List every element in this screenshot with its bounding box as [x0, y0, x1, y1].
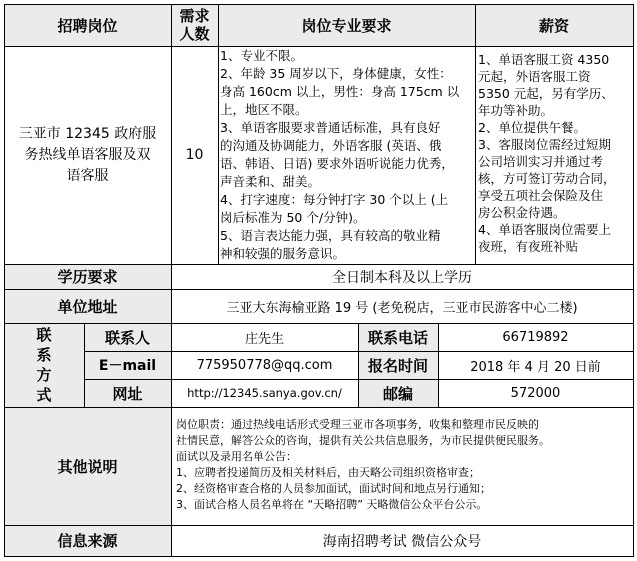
grid-line: [4, 407, 634, 408]
grid-line: [84, 351, 634, 352]
contact-phone-label-text: 联系电话: [367, 328, 428, 347]
salary-line: 房公积金待遇。: [478, 205, 566, 220]
requirement-line: 4、打字速度：每分钟打字 30 个以上 (上: [220, 192, 449, 207]
contact-email-label: [84, 351, 171, 379]
header-salary: [475, 4, 633, 46]
job-title: [4, 46, 171, 264]
contact-website-value[interactable]: [171, 379, 358, 407]
requirement-line: 声音柔和、甜美。: [220, 174, 321, 189]
contact-deadline-label: [358, 351, 438, 379]
contact-person-label-text: 联系人: [104, 328, 150, 347]
contact-website-label-text: 网址: [112, 384, 143, 403]
requirement-line: 语、韩语、日语) 要求外语听说能力优秀，: [220, 156, 454, 171]
job-title-line: 务热线单语客服及双: [24, 146, 151, 163]
contact-email-link[interactable]: 775950778@qq.com: [196, 357, 333, 373]
salary-line: 4、单语客服岗位需要上: [478, 222, 611, 237]
contact-person-value: [171, 323, 358, 351]
header-demand-line: 需求: [179, 7, 210, 25]
grid-line: [84, 379, 634, 380]
note-line: 2、经资格审查合格的人员参加面试，面试时间和地点另行通知；: [176, 482, 491, 495]
contact-section-char: 方: [36, 366, 52, 384]
note-line: 面试以及录用名单公告：: [176, 450, 297, 463]
contact-section-char: 系: [36, 346, 52, 364]
contact-person-label: [84, 323, 171, 351]
job-requirements: [218, 46, 475, 264]
contact-section-char: 式: [36, 386, 52, 404]
requirement-line: 1、专业不限。: [220, 48, 303, 63]
grid-line: [84, 323, 85, 407]
contact-website-label: [84, 379, 171, 407]
education-label: [4, 264, 171, 289]
note-line: 1、应聘者投递简历及相关材料后，由天略公司组织资格审查；: [176, 466, 480, 479]
source-value-text: 海南招聘考试 微信公众号: [322, 533, 482, 550]
contact-section-char: 联: [36, 326, 52, 344]
contact-postcode-value-text: 572000: [510, 385, 561, 401]
salary-line: 享受五项社会保险及住: [478, 188, 604, 203]
contact-phone-value: [438, 323, 633, 351]
grid-line: [4, 289, 634, 290]
grid-line: [4, 556, 634, 557]
salary-line: 核，方可签订劳动合同，: [478, 171, 616, 186]
address-value: [171, 289, 633, 323]
job-title-line: 语客服: [66, 167, 109, 184]
grid-line: [4, 264, 634, 265]
requirement-line: 神和较强的服务意识。: [220, 246, 346, 261]
other-label-text: 其他说明: [57, 457, 118, 476]
grid-line: [4, 323, 634, 324]
source-label-text: 信息来源: [57, 532, 118, 550]
salary-line: 5350 元起，另有学历、: [478, 86, 614, 101]
header-salary-text: 薪资: [538, 16, 569, 35]
contact-postcode-label-text: 邮编: [382, 384, 413, 403]
other-notes: [171, 407, 633, 525]
grid-line: [4, 4, 5, 557]
contact-person-value-text: 庄先生: [244, 331, 284, 347]
grid-line: [358, 323, 359, 407]
header-requirements-text: 岗位专业要求: [301, 16, 392, 35]
grid-line: [4, 46, 634, 47]
job-salary: [475, 46, 633, 264]
grid-line: [4, 4, 634, 5]
salary-line: 2、单位提供午餐。: [478, 120, 586, 135]
grid-line: [4, 525, 634, 526]
header-demand: [171, 4, 218, 46]
contact-phone-value-text: 66719892: [502, 329, 569, 345]
contact-phone-label: [358, 323, 438, 351]
contact-email-value[interactable]: [171, 351, 358, 379]
education-value: [171, 264, 633, 289]
grid-line: [633, 4, 634, 557]
job-count-text: 10: [185, 147, 204, 163]
requirement-line: 岗后标准为 50 个/分钟)。: [220, 210, 366, 225]
contact-deadline-value: [438, 351, 633, 379]
address-label: [4, 289, 171, 323]
contact-section-label: [4, 323, 84, 407]
salary-line: 年功等补助。: [478, 103, 554, 118]
requirement-line: 上，地区不限。: [220, 102, 308, 117]
header-requirements: [218, 4, 475, 46]
header-demand-line: 人数: [179, 25, 210, 43]
note-line: 3、面试合格人员名单将在 “天略招聘” 天略微信公众平台公示。: [176, 498, 488, 511]
requirement-line: 的沟通及协调能力，外语客服 (英语、俄: [220, 138, 442, 153]
other-label: [4, 407, 171, 525]
contact-email-label-text: E－mail: [98, 358, 157, 374]
education-label-text: 学历要求: [57, 268, 118, 286]
address-label-text: 单位地址: [57, 297, 118, 316]
header-position-text: 招聘岗位: [57, 16, 118, 35]
grid-line: [218, 4, 219, 264]
contact-postcode-value: [438, 379, 633, 407]
grid-line: [475, 4, 476, 264]
job-count: [171, 46, 218, 264]
salary-line: 元起，外语客服工资: [478, 69, 591, 84]
salary-line: 3、客服岗位需经过短期: [478, 137, 611, 152]
requirement-line: 5、语言表达能力强，具有较高的敬业精: [220, 228, 441, 243]
contact-deadline-value-text: 2018 年 4 月 20 日前: [470, 359, 601, 375]
contact-deadline-label-text: 报名时间: [367, 356, 428, 375]
education-value-text: 全日制本科及以上学历: [332, 269, 472, 286]
note-line: 岗位职责：通过热线电话形式受理三亚市各项事务，收集和整理市民反映的: [176, 418, 539, 431]
grid-line: [438, 323, 439, 407]
requirement-line: 身高 160cm 以上，男性：身高 175cm 以: [220, 84, 460, 99]
note-line: 社情民意，解答公众的咨询，提供有关公共信息服务，为市民提供便民服务。: [176, 434, 550, 447]
salary-line: 1、单语客服工资 4350: [478, 52, 610, 67]
contact-postcode-label: [358, 379, 438, 407]
header-position: [4, 4, 171, 46]
source-value: [171, 525, 633, 556]
job-title-line: 三亚市 12345 政府服: [18, 125, 157, 142]
contact-website-link[interactable]: http://12345.sanya.gov.cn/: [187, 386, 342, 400]
address-value-text: 三亚大东海榆亚路 19 号 (老免税店，三亚市民游客中心二楼): [226, 300, 578, 316]
requirement-line: 2、年龄 35 周岁以下，身体健康，女性：: [220, 66, 452, 81]
salary-line: 公司培训实习并通过考: [478, 154, 604, 169]
source-label: [4, 525, 171, 556]
salary-line: 夜班，有夜班补贴: [478, 239, 579, 254]
grid-line: [171, 4, 172, 557]
requirement-line: 3、单语客服要求普通话标准，具有良好: [220, 120, 441, 135]
